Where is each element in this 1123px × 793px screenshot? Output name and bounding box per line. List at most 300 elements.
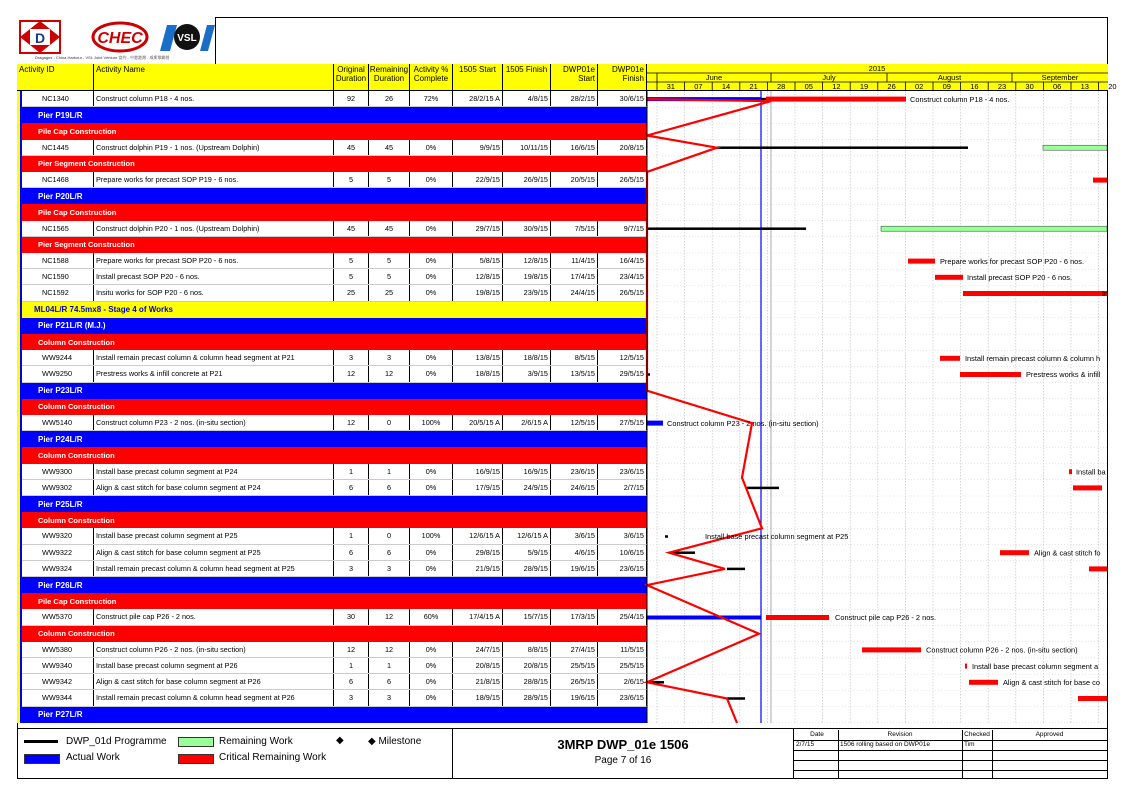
cell-id: NC1592 — [22, 285, 94, 300]
activity-row[interactable] — [22, 642, 647, 658]
legend-programme-swatch — [24, 740, 58, 743]
cell-df: 26/5/15 — [598, 285, 647, 300]
cell-od: 5 — [334, 172, 369, 187]
group-header[interactable]: Pier P21L/R (M.J.) — [22, 318, 647, 334]
progress-line — [647, 99, 771, 723]
actual-bar[interactable] — [647, 616, 761, 620]
week-label: 09 — [942, 82, 951, 91]
month-label: July — [822, 73, 836, 82]
bar-label: Construct column P26 - 2 nos. (in-situ section) — [926, 645, 1078, 655]
legend-milestone-label: ◆ Milestone — [368, 736, 422, 747]
critical-bar[interactable] — [862, 647, 921, 652]
week-label: 26 — [887, 82, 896, 91]
cell-name: Install precast SOP P20 - 6 nos. — [94, 269, 334, 284]
critical-bar[interactable] — [1000, 550, 1029, 555]
activity-row[interactable] — [22, 690, 647, 706]
activity-row[interactable] — [22, 366, 647, 382]
svg-text:D: D — [34, 30, 46, 46]
cell-id: WW9250 — [22, 366, 94, 381]
cell-rd: 1 — [369, 658, 410, 673]
cell-pct: 100% — [410, 528, 453, 543]
programme-bar[interactable] — [727, 697, 745, 700]
cell-ds: 7/5/15 — [551, 221, 598, 236]
actual-bar[interactable] — [647, 421, 663, 426]
critical-bar[interactable] — [1078, 696, 1107, 701]
cell-start: 12/6/15 A — [453, 528, 503, 543]
critical-bar[interactable] — [1093, 178, 1107, 183]
cell-od: 45 — [334, 140, 369, 155]
activity-row[interactable] — [22, 464, 647, 480]
cell-rd: 3 — [369, 350, 410, 365]
cell-name: Construct dolphin P19 - 1 nos. (Upstream Dolphin) — [94, 140, 334, 155]
cell-od: 3 — [334, 350, 369, 365]
critical-bar[interactable] — [1089, 566, 1107, 571]
col-dwp-start[interactable]: DWP01e Start — [551, 64, 598, 91]
cell-start: 29/8/15 — [453, 545, 503, 560]
cell-pct: 0% — [410, 674, 453, 689]
cell-df: 23/4/15 — [598, 269, 647, 284]
critical-bar[interactable] — [766, 97, 906, 102]
cell-ds: 12/5/15 — [551, 415, 598, 430]
bar-label: Construct pile cap P26 - 2 nos. — [835, 613, 937, 623]
activity-row[interactable] — [22, 658, 647, 674]
cell-rd: 6 — [369, 480, 410, 495]
rev-header-revision: Revision — [887, 731, 913, 738]
cell-df: 27/5/15 — [598, 415, 647, 430]
cell-ds: 19/6/15 — [551, 690, 598, 705]
col-dwp-finish[interactable]: DWP01e Finish — [598, 64, 647, 91]
cell-rd: 0 — [369, 528, 410, 543]
activity-row[interactable] — [22, 253, 647, 269]
cell-df: 12/5/15 — [598, 350, 647, 365]
cell-finish: 18/8/15 — [503, 350, 551, 365]
subgroup-header[interactable]: Pile Cap Construction — [22, 593, 647, 609]
cell-od: 6 — [334, 674, 369, 689]
cell-df: 2/6/15 — [598, 674, 647, 689]
cell-id: NC1445 — [22, 140, 94, 155]
cell-finish: 23/9/15 — [503, 285, 551, 300]
cell-finish: 12/6/15 A — [503, 528, 551, 543]
cell-start: 24/7/15 — [453, 642, 503, 657]
critical-bar[interactable] — [969, 680, 998, 685]
col-finish[interactable]: 1505 Finish — [503, 64, 551, 91]
col-activity-id[interactable]: Activity ID — [17, 64, 94, 91]
cell-start: 18/9/15 — [453, 690, 503, 705]
page-number: Page 7 of 16 — [594, 755, 652, 766]
cell-pct: 0% — [410, 642, 453, 657]
group-header[interactable]: Pier P20L/R — [22, 188, 647, 204]
cell-finish: 28/8/15 — [503, 674, 551, 689]
cell-id: WW9322 — [22, 545, 94, 560]
cell-rd: 3 — [369, 561, 410, 576]
cell-id: WW9340 — [22, 658, 94, 673]
cell-ds: 17/3/15 — [551, 609, 598, 624]
outline-stripe — [20, 91, 22, 723]
activity-row[interactable] — [22, 480, 647, 496]
activity-row[interactable] — [22, 269, 647, 285]
subgroup-header[interactable]: Pile Cap Construction — [22, 204, 647, 220]
bar-label: Install remain precast column & column h — [965, 354, 1101, 363]
cell-start: 19/8/15 — [453, 285, 503, 300]
cell-ds: 3/6/15 — [551, 528, 598, 543]
col-remaining-duration[interactable]: Remaining Duration — [369, 64, 410, 91]
critical-bar[interactable] — [940, 356, 960, 361]
programme-bar[interactable] — [717, 146, 968, 149]
cell-od: 1 — [334, 528, 369, 543]
subgroup-header[interactable]: Column Construction — [22, 447, 647, 463]
cell-ds: 28/2/15 — [551, 91, 598, 106]
cell-name: Install remain precast column & column head segment at P21 — [94, 350, 334, 365]
cell-start: 21/8/15 — [453, 674, 503, 689]
cell-start: 22/9/15 — [453, 172, 503, 187]
cell-od: 3 — [334, 690, 369, 705]
cell-name: Construct column P26 - 2 nos. (in-situ section) — [94, 642, 334, 657]
activity-row[interactable] — [22, 561, 647, 577]
cell-df: 10/6/15 — [598, 545, 647, 560]
cell-df: 25/4/15 — [598, 609, 647, 624]
week-label: 13 — [1080, 82, 1089, 91]
critical-bar[interactable] — [908, 259, 935, 264]
cell-pct: 100% — [410, 415, 453, 430]
cell-pct: 0% — [410, 464, 453, 479]
cell-start: 29/7/15 — [453, 221, 503, 236]
remaining-bar[interactable] — [1043, 145, 1107, 150]
cell-ds: 20/5/15 — [551, 172, 598, 187]
week-label: 28 — [777, 82, 786, 91]
group-header[interactable]: Pier P26L/R — [22, 577, 647, 593]
cell-start: 28/2/15 A — [453, 91, 503, 106]
week-label: 31 — [666, 82, 675, 91]
cell-name: Align & cast stitch for base column segment at P24 — [94, 480, 334, 495]
week-label: 16 — [970, 82, 979, 91]
cell-pct: 0% — [410, 658, 453, 673]
cell-id: NC1340 — [22, 91, 94, 106]
cell-pct: 0% — [410, 366, 453, 381]
cell-rd: 12 — [369, 609, 410, 624]
col-activity-name[interactable]: Activity Name — [94, 64, 334, 91]
activity-row[interactable] — [22, 91, 647, 107]
cell-rd: 45 — [369, 221, 410, 236]
cell-rd: 12 — [369, 642, 410, 657]
gantt-chart — [647, 91, 1107, 723]
cell-name: Install remain precast column & column head segment at P26 — [94, 690, 334, 705]
cell-start: 20/8/15 — [453, 658, 503, 673]
subgroup-header[interactable]: Column Construction — [22, 512, 647, 528]
bar-label: Prestress works & infill — [1026, 370, 1101, 380]
cell-start: 21/9/15 — [453, 561, 503, 576]
legend-actual-swatch — [24, 754, 60, 764]
col-start[interactable]: 1505 Start — [453, 64, 503, 91]
group-header[interactable]: Pier P19L/R — [22, 107, 647, 123]
cell-start: 18/8/15 — [453, 366, 503, 381]
cell-pct: 0% — [410, 172, 453, 187]
bar-label: Install base precast column segment a — [972, 661, 1099, 671]
subgroup-header[interactable]: Pier Segment Construction — [22, 156, 647, 172]
rev-header-checked: Checked — [964, 731, 990, 738]
cell-id: WW9300 — [22, 464, 94, 479]
revision-table — [794, 730, 1108, 778]
cell-id: WW5370 — [22, 609, 94, 624]
week-label: 30 — [1025, 82, 1034, 91]
cell-ds: 26/5/15 — [551, 674, 598, 689]
critical-bar[interactable] — [1073, 485, 1102, 490]
week-label: 14 — [721, 82, 731, 91]
week-label: 12 — [832, 82, 841, 91]
logo-panel — [17, 17, 216, 65]
cell-name: Prepare works for precast SOP P20 - 6 nos. — [94, 253, 334, 268]
cell-finish: 20/8/15 — [503, 658, 551, 673]
programme-bar[interactable] — [665, 535, 668, 538]
cell-finish: 2/6/15 A — [503, 415, 551, 430]
activity-row[interactable] — [22, 528, 647, 544]
week-label: 05 — [804, 82, 813, 91]
cell-df: 26/5/15 — [598, 172, 647, 187]
cell-df: 16/4/15 — [598, 253, 647, 268]
cell-start: 13/8/15 — [453, 350, 503, 365]
cell-rd: 26 — [369, 91, 410, 106]
group-header[interactable]: Pier P27L/R — [22, 707, 647, 723]
legend-remaining-label: Remaining Work — [219, 736, 293, 747]
month-label: September — [1041, 73, 1079, 82]
cell-ds: 23/6/15 — [551, 464, 598, 479]
critical-bar[interactable] — [1069, 469, 1072, 474]
cell-ds: 4/6/15 — [551, 545, 598, 560]
cell-start: 17/9/15 — [453, 480, 503, 495]
cell-pct: 0% — [410, 350, 453, 365]
gantt-timescale — [647, 64, 1117, 91]
activity-row[interactable] — [22, 609, 647, 625]
cell-finish: 24/9/15 — [503, 480, 551, 495]
cell-name: Install base precast column segment at P26 — [94, 658, 334, 673]
cell-finish: 28/9/15 — [503, 690, 551, 705]
cell-ds: 24/6/15 — [551, 480, 598, 495]
cell-rd: 5 — [369, 253, 410, 268]
subgroup-header[interactable]: Column Construction — [22, 334, 647, 350]
cell-od: 12 — [334, 415, 369, 430]
group-header[interactable]: Pier P23L/R — [22, 383, 647, 399]
cell-od: 5 — [334, 269, 369, 284]
cell-rd: 5 — [369, 172, 410, 187]
cell-pct: 0% — [410, 561, 453, 576]
activity-row[interactable] — [22, 674, 647, 690]
legend-programme-label: DWP_01d Programme — [66, 736, 167, 747]
subgroup-header[interactable]: Column Construction — [22, 626, 647, 642]
subgroup-header[interactable]: Pile Cap Construction — [22, 123, 647, 139]
week-label: 19 — [859, 82, 869, 91]
critical-bar[interactable] — [965, 664, 967, 669]
cell-ds: 25/5/15 — [551, 658, 598, 673]
programme-bar[interactable] — [727, 568, 745, 571]
chec-logo — [93, 23, 147, 51]
cell-id: WW5140 — [22, 415, 94, 430]
programme-bar[interactable] — [747, 487, 779, 490]
bar-label: Install ba — [1076, 467, 1106, 477]
cell-pct: 0% — [410, 690, 453, 705]
cell-start: 16/9/15 — [453, 464, 503, 479]
schedule-title: 3MRP DWP_01e 1506 — [557, 737, 689, 752]
cell-name: Construct dolphin P20 - 1 nos. (Upstream Dolphin) — [94, 221, 334, 236]
cell-od: 45 — [334, 221, 369, 236]
bar-label: In — [1102, 289, 1109, 299]
programme-bar[interactable] — [647, 227, 806, 230]
cell-finish: 10/11/15 — [503, 140, 551, 155]
cell-finish: 4/8/15 — [503, 91, 551, 106]
group-header[interactable]: Pier P24L/R — [22, 431, 647, 447]
cell-pct: 0% — [410, 285, 453, 300]
cell-name: Construct column P18 - 4 nos. — [94, 91, 334, 106]
cell-df: 30/6/15 — [598, 91, 647, 106]
cell-id: WW9302 — [22, 480, 94, 495]
remaining-bar[interactable] — [881, 226, 1107, 231]
cell-od: 1 — [334, 464, 369, 479]
subgroup-header[interactable]: Column Construction — [22, 399, 647, 415]
month-label: June — [705, 73, 723, 82]
critical-bar[interactable] — [766, 615, 829, 620]
dragages-logo — [20, 21, 60, 53]
col-original-duration[interactable]: Original Duration — [334, 64, 369, 91]
cell-df: 29/5/15 — [598, 366, 647, 381]
cell-start: 9/9/15 — [453, 140, 503, 155]
cell-finish: 28/9/15 — [503, 561, 551, 576]
cell-name: Install base precast column segment at P24 — [94, 464, 334, 479]
cell-od: 30 — [334, 609, 369, 624]
cell-od: 12 — [334, 366, 369, 381]
bar-label: Align & cast stitch fo — [1034, 548, 1101, 558]
cell-name: Prestress works & infill concrete at P21 — [94, 366, 334, 381]
critical-bar[interactable] — [960, 372, 1021, 377]
cell-df: 2/7/15 — [598, 480, 647, 495]
cell-name: Install remain precast column & column head segment at P25 — [94, 561, 334, 576]
group-header[interactable]: Pier P25L/R — [22, 496, 647, 512]
cell-name: Insitu works for SOP P20 - 6 nos. — [94, 285, 334, 300]
cell-id: WW9344 — [22, 690, 94, 705]
cell-pct: 0% — [410, 545, 453, 560]
week-label: 21 — [749, 82, 758, 91]
cell-rd: 45 — [369, 140, 410, 155]
legend-critical-label: Critical Remaining Work — [219, 752, 327, 763]
cell-finish: 8/8/15 — [503, 642, 551, 657]
bar-label: Install base precast column segment at P25 — [705, 532, 849, 542]
cell-ds: 24/4/15 — [551, 285, 598, 300]
cell-id: WW9342 — [22, 674, 94, 689]
week-label: 20 — [1108, 82, 1117, 91]
svg-text:CHEC: CHEC — [97, 30, 143, 47]
cell-rd: 6 — [369, 545, 410, 560]
vsl-logo — [160, 24, 215, 51]
cell-id: NC1588 — [22, 253, 94, 268]
cell-ds: 27/4/15 — [551, 642, 598, 657]
cell-finish: 15/7/15 — [503, 609, 551, 624]
bar-label: Construct column P18 - 4 nos. — [910, 94, 1010, 104]
cell-id: NC1565 — [22, 221, 94, 236]
cell-rd: 5 — [369, 269, 410, 284]
bar-label: Prepare works for precast SOP P20 - 6 nos. — [940, 256, 1085, 266]
cell-finish: 30/9/15 — [503, 221, 551, 236]
cell-pct: 0% — [410, 480, 453, 495]
cell-rd: 1 — [369, 464, 410, 479]
cell-id: WW9244 — [22, 350, 94, 365]
cell-finish: 19/8/15 — [503, 269, 551, 284]
bar-label: Install precast SOP P20 - 6 nos. — [967, 273, 1073, 282]
cell-od: 3 — [334, 561, 369, 576]
cell-od: 1 — [334, 658, 369, 673]
cell-rd: 12 — [369, 366, 410, 381]
cell-start: 5/8/15 — [453, 253, 503, 268]
cell-df: 23/6/15 — [598, 690, 647, 705]
cell-id: WW5380 — [22, 642, 94, 657]
cell-od: 6 — [334, 480, 369, 495]
svg-text:VSL: VSL — [177, 33, 197, 44]
stage-header[interactable]: ML04L/R 74.5mx8 - Stage 4 of Works — [22, 302, 647, 318]
col-percent-complete[interactable]: Activity % Complete — [410, 64, 453, 91]
cell-ds: 17/4/15 — [551, 269, 598, 284]
cell-ds: 16/6/15 — [551, 140, 598, 155]
activity-row[interactable] — [22, 350, 647, 366]
cell-finish: 12/8/15 — [503, 253, 551, 268]
cell-df: 20/8/15 — [598, 140, 647, 155]
cell-rd: 3 — [369, 690, 410, 705]
rev-checked: Tim — [964, 741, 975, 748]
week-label: 06 — [1053, 82, 1062, 91]
activity-row[interactable] — [22, 415, 647, 431]
cell-id: WW9324 — [22, 561, 94, 576]
activity-row[interactable] — [22, 140, 647, 156]
cell-name: Construct pile cap P26 - 2 nos. — [94, 609, 334, 624]
cell-finish: 3/9/15 — [503, 366, 551, 381]
cell-id: NC1590 — [22, 269, 94, 284]
activity-row[interactable] — [22, 545, 647, 561]
cell-rd: 6 — [369, 674, 410, 689]
critical-bar[interactable] — [935, 275, 963, 280]
cell-rd: 25 — [369, 285, 410, 300]
cell-df: 11/5/15 — [598, 642, 647, 657]
logo-caption: Dragages - China Harbour - VSL Joint Venture 富約 - 中港港灣 - 威斯墩聯營 — [35, 55, 170, 60]
bar-label: Construct column P23 - 2 nos. (in-situ section) — [667, 418, 819, 428]
activity-row[interactable] — [22, 172, 647, 188]
cell-pct: 72% — [410, 91, 453, 106]
rev-description: 1506 rolling based on DWP01e — [840, 741, 930, 748]
cell-pct: 0% — [410, 221, 453, 236]
cell-od: 92 — [334, 91, 369, 106]
cell-od: 6 — [334, 545, 369, 560]
cell-name: Construct column P23 - 2 nos. (in-situ section) — [94, 415, 334, 430]
milestone-icon: ◆ — [336, 735, 344, 746]
cell-ds: 8/5/15 — [551, 350, 598, 365]
cell-pct: 0% — [410, 140, 453, 155]
rev-header-approved: Approved — [1035, 731, 1064, 738]
cell-name: Prepare works for precast SOP P19 - 6 nos. — [94, 172, 334, 187]
cell-od: 5 — [334, 253, 369, 268]
cell-finish: 16/9/15 — [503, 464, 551, 479]
cell-pct: 60% — [410, 609, 453, 624]
cell-pct: 0% — [410, 253, 453, 268]
cell-start: 20/5/15 A — [453, 415, 503, 430]
title-block — [452, 728, 794, 779]
cell-df: 25/5/15 — [598, 658, 647, 673]
activity-row[interactable] — [22, 285, 647, 301]
cell-finish: 26/9/15 — [503, 172, 551, 187]
week-label: 02 — [915, 82, 924, 91]
cell-name: Align & cast stitch for base column segment at P26 — [94, 674, 334, 689]
cell-start: 17/4/15 A — [453, 609, 503, 624]
subgroup-header[interactable]: Pier Segment Construction — [22, 237, 647, 253]
week-label: 07 — [694, 82, 703, 91]
rev-date: 2/7/15 — [796, 741, 815, 748]
cell-finish: 5/9/15 — [503, 545, 551, 560]
activity-row[interactable] — [22, 221, 647, 237]
cell-df: 3/6/15 — [598, 528, 647, 543]
cell-ds: 13/5/15 — [551, 366, 598, 381]
